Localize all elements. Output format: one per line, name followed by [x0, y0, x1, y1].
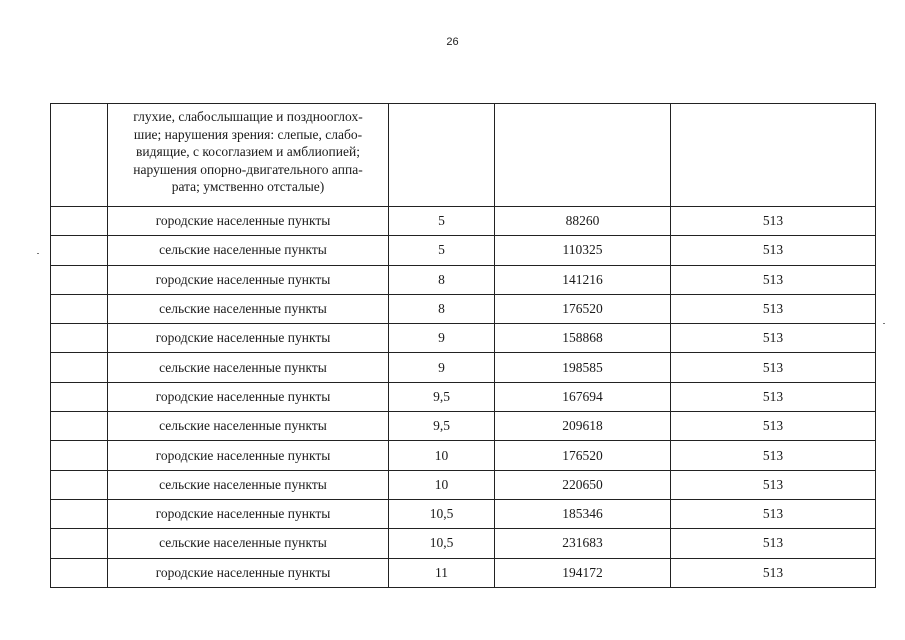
- cell-settlement-type: городские населенные пункты: [108, 558, 389, 587]
- cell-index: [51, 236, 108, 265]
- cell-value-b: 110325: [495, 236, 671, 265]
- cell-index: [51, 499, 108, 528]
- cell-value-c: 513: [671, 470, 876, 499]
- scan-speck: [883, 323, 885, 324]
- description-line: видящие, с косоглазием и амблиопией;: [136, 144, 360, 159]
- cell-index: [51, 324, 108, 353]
- cell-empty: [671, 104, 876, 207]
- cell-value-a: 5: [389, 207, 495, 236]
- cell-index: [51, 104, 108, 207]
- table-row: [51, 470, 876, 499]
- cell-settlement-type: городские населенные пункты: [108, 382, 389, 411]
- cell-value-c: 513: [671, 236, 876, 265]
- cell-settlement-type: сельские населенные пункты: [108, 529, 389, 558]
- cell-value-a: 11: [389, 558, 495, 587]
- cell-value-a: 10: [389, 470, 495, 499]
- page-number: 26: [446, 36, 459, 48]
- table-row: [51, 207, 876, 236]
- cell-value-b: 158868: [495, 324, 671, 353]
- cell-index: [51, 294, 108, 323]
- cell-value-c: 513: [671, 265, 876, 294]
- cell-value-a: 10,5: [389, 529, 495, 558]
- table-row: [51, 558, 876, 587]
- cell-index: [51, 265, 108, 294]
- cell-index: [51, 441, 108, 470]
- cell-index: [51, 470, 108, 499]
- table-row: [51, 382, 876, 411]
- description-line: глухие, слабослышащие и позднооглох-: [133, 109, 363, 124]
- cell-value-c: 513: [671, 324, 876, 353]
- cell-value-a: 9: [389, 353, 495, 382]
- scan-speck: [37, 253, 39, 254]
- cell-value-c: 513: [671, 207, 876, 236]
- table-row: [51, 294, 876, 323]
- cell-value-c: 513: [671, 499, 876, 528]
- cell-settlement-type: городские населенные пункты: [108, 441, 389, 470]
- cell-value-b: 185346: [495, 499, 671, 528]
- cell-value-c: 513: [671, 382, 876, 411]
- cell-value-b: 141216: [495, 265, 671, 294]
- cell-index: [51, 207, 108, 236]
- cell-settlement-type: городские населенные пункты: [108, 265, 389, 294]
- cell-settlement-type: сельские населенные пункты: [108, 412, 389, 441]
- table-body: [51, 104, 876, 588]
- cell-empty: [495, 104, 671, 207]
- cell-value-c: 513: [671, 412, 876, 441]
- cell-value-c: 513: [671, 558, 876, 587]
- table-continuation-row: [51, 104, 876, 207]
- cell-settlement-type: сельские населенные пункты: [108, 470, 389, 499]
- cell-value-b: 209618: [495, 412, 671, 441]
- cell-index: [51, 558, 108, 587]
- cell-settlement-type: городские населенные пункты: [108, 207, 389, 236]
- cell-value-c: 513: [671, 294, 876, 323]
- cell-settlement-type: сельские населенные пункты: [108, 236, 389, 265]
- cell-value-a: 8: [389, 265, 495, 294]
- cell-index: [51, 412, 108, 441]
- table-row: [51, 499, 876, 528]
- table-row: [51, 441, 876, 470]
- cell-settlement-type: сельские населенные пункты: [108, 353, 389, 382]
- cell-value-b: 194172: [495, 558, 671, 587]
- cell-value-a: 9,5: [389, 382, 495, 411]
- cell-value-c: 513: [671, 353, 876, 382]
- cell-value-b: 198585: [495, 353, 671, 382]
- cell-value-b: 167694: [495, 382, 671, 411]
- table-row: [51, 529, 876, 558]
- cell-index: [51, 529, 108, 558]
- rates-table: [50, 103, 876, 588]
- cell-value-a: 9: [389, 324, 495, 353]
- cell-value-a: 9,5: [389, 412, 495, 441]
- cell-category-description: [108, 104, 389, 207]
- cell-value-a: 8: [389, 294, 495, 323]
- table-row: [51, 236, 876, 265]
- cell-settlement-type: городские населенные пункты: [108, 499, 389, 528]
- cell-value-a: 10: [389, 441, 495, 470]
- cell-value-a: 5: [389, 236, 495, 265]
- cell-value-c: 513: [671, 529, 876, 558]
- cell-index: [51, 382, 108, 411]
- table-row: [51, 412, 876, 441]
- cell-value-b: 176520: [495, 294, 671, 323]
- table-row: [51, 324, 876, 353]
- table-row: [51, 353, 876, 382]
- cell-value-b: 220650: [495, 470, 671, 499]
- description-line: нарушения опорно-двигательного аппа-: [133, 161, 363, 177]
- cell-settlement-type: сельские населенные пункты: [108, 294, 389, 323]
- cell-empty: [389, 104, 495, 207]
- cell-value-a: 10,5: [389, 499, 495, 528]
- description-line: рата; умственно отсталые): [171, 179, 325, 194]
- cell-value-b: 231683: [495, 529, 671, 558]
- cell-index: [51, 353, 108, 382]
- cell-value-b: 88260: [495, 207, 671, 236]
- table-row: [51, 265, 876, 294]
- cell-value-c: 513: [671, 441, 876, 470]
- description-line: шие; нарушения зрения: слепые, слабо-: [133, 126, 363, 142]
- cell-settlement-type: городские населенные пункты: [108, 324, 389, 353]
- cell-value-b: 176520: [495, 441, 671, 470]
